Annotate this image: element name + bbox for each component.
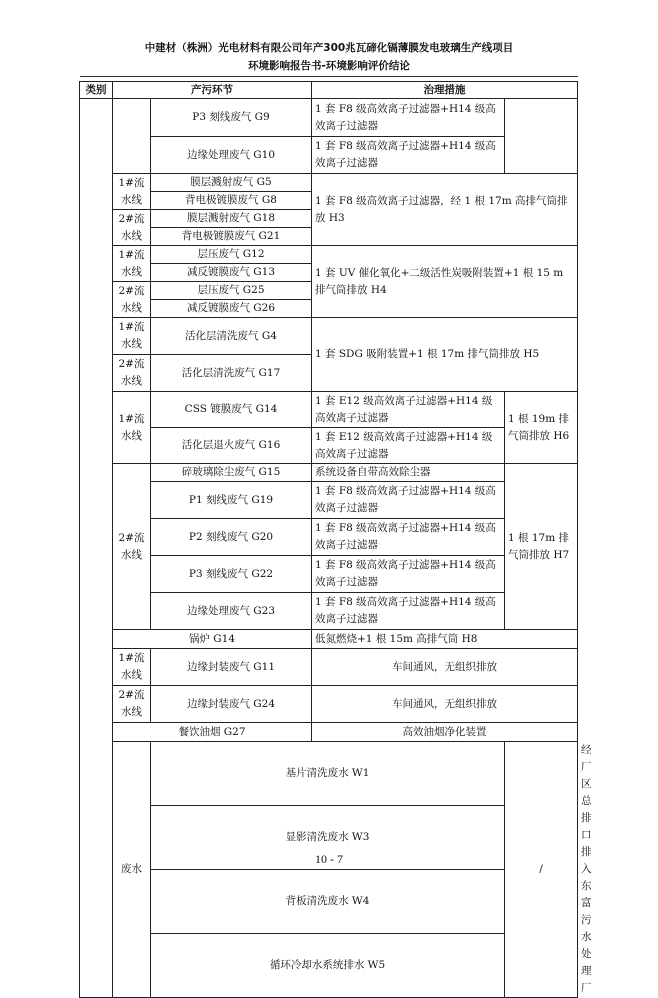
page-number: 10 - 7 xyxy=(315,852,343,866)
measure-cell: 系统设备自带高效除尘器 xyxy=(312,464,505,482)
line-label: 1#流水线 xyxy=(113,392,151,464)
source-cell: 边缘封装废气 G24 xyxy=(151,686,312,723)
source-cell: 背电极镀膜废气 G8 xyxy=(151,192,312,210)
header-category: 类别 xyxy=(80,82,113,99)
table-row: 废水 基片清洗废水 W1 / 经厂区总排口排入东富污水处理厂 xyxy=(80,742,578,806)
source-cell: P3 刻线废气 G9 xyxy=(151,99,312,137)
line-label: 2#流水线 xyxy=(113,282,151,318)
source-cell: 层压废气 G12 xyxy=(151,246,312,264)
source-cell: 减反镀膜废气 G13 xyxy=(151,264,312,282)
source-cell: 减反镀膜废气 G26 xyxy=(151,300,312,318)
line-label: 1#流水线 xyxy=(113,246,151,282)
source-cell: 膜层溅射废气 G18 xyxy=(151,210,312,228)
source-cell: CSS 镀膜废气 G14 xyxy=(151,392,312,428)
line-label: 2#流水线 xyxy=(113,210,151,246)
source-cell: 背板清洗废水 W4 xyxy=(151,870,505,934)
measure-extra-cell: 1 根 19m 排气筒排放 H6 xyxy=(505,392,578,464)
measure-cell: 1 套 F8 级高效离子过滤器+H14 级高效离子过滤器 xyxy=(312,137,505,174)
table-row xyxy=(80,428,578,464)
header-measure: 治理措施 xyxy=(312,82,578,99)
source-cell: 背电极镀膜废气 G21 xyxy=(151,228,312,246)
source-cell: 基片清洗废水 W1 xyxy=(151,742,505,806)
measure-cell: 1 套 F8 级高效离子过滤器+H14 级高效离子过滤器 xyxy=(312,99,505,137)
line-label: 2#流水线 xyxy=(113,355,151,392)
measure-cell: 高效油烟净化装置 xyxy=(312,723,578,742)
source-cell: 膜层溅射废气 G5 xyxy=(151,174,312,192)
measure-cell: 1 套 F8 级高效离子过滤器+H14 级高效离子过滤器 xyxy=(312,593,505,630)
measure-cell: 1 套 F8 级高效离子过滤器+H14 级高效离子过滤器 xyxy=(312,556,505,593)
measure-cell: 1 套 F8 级高效离子过滤器+H14 级高效离子过滤器 xyxy=(312,519,505,556)
source-cell: 边缘处理废气 G10 xyxy=(151,137,312,174)
table-header-row xyxy=(80,82,578,99)
line-cell-empty xyxy=(113,99,151,174)
table-row xyxy=(80,556,578,593)
source-cell: 循环冷却水系统排水 W5 xyxy=(151,934,505,998)
measure-extra-empty xyxy=(505,99,578,174)
header-chapter-title: 环境影响报告书-环境影响评价结论 xyxy=(248,60,410,72)
line-label: 2#流水线 xyxy=(113,686,151,723)
measure-cell: / xyxy=(505,742,578,998)
measure-cell: 车间通风，无组织排放 xyxy=(312,649,578,686)
table-row xyxy=(80,392,578,428)
header-source: 产污环节 xyxy=(113,82,312,99)
source-cell: 活化层清洗废气 G4 xyxy=(151,318,312,355)
measure-cell: 1 套 E12 级高效离子过滤器+H14 级高效离子过滤器 xyxy=(312,428,505,464)
measure-cell: 1 套 UV 催化氧化+二级活性炭吸附装置+1 根 15 m 排气筒排放 H4 xyxy=(312,246,578,318)
source-cell: 边缘封装废气 G11 xyxy=(151,649,312,686)
table-row xyxy=(80,630,578,649)
header-divider xyxy=(80,76,578,77)
table-row xyxy=(80,318,578,355)
table-row xyxy=(80,593,578,630)
source-cell: 餐饮油烟 G27 xyxy=(113,723,312,742)
table-row xyxy=(80,482,578,519)
table-row xyxy=(80,137,578,174)
measure-cell: 1 套 E12 级高效离子过滤器+H14 级高效离子过滤器 xyxy=(312,392,505,428)
source-cell: 边缘处理废气 G23 xyxy=(151,593,312,630)
measure-cell: 1 套 SDG 吸附装置+1 根 17m 排气筒排放 H5 xyxy=(312,318,578,392)
table-row xyxy=(80,649,578,686)
source-cell: 活化层清洗废气 G17 xyxy=(151,355,312,392)
measure-cell: 1 套 F8 级高效离子过滤器+H14 级高效离子过滤器 xyxy=(312,482,505,519)
table-row xyxy=(80,723,578,742)
header-project-title: 中建材（株洲）光电材料有限公司年产300兆瓦碲化镉薄膜发电玻璃生产线项目 xyxy=(144,42,514,54)
measure-cell: 1 套 F8 级高效离子过滤器，经 1 根 17m 高排气筒排放 H3 xyxy=(312,174,578,246)
measure-extra-cell: 1 根 17m 排气筒排放 H7 xyxy=(505,464,578,630)
table-row xyxy=(80,519,578,556)
table-row xyxy=(80,99,578,137)
source-cell: P3 刻线废气 G22 xyxy=(151,556,312,593)
measure-cell: 车间通风，无组织排放 xyxy=(312,686,578,723)
line-label: 2#流水线 xyxy=(113,464,151,630)
source-cell: P1 刻线废气 G19 xyxy=(151,482,312,519)
line-label: 1#流水线 xyxy=(113,649,151,686)
source-cell: 碎玻璃除尘废气 G15 xyxy=(151,464,312,482)
table-row xyxy=(80,934,578,998)
source-cell: 层压废气 G25 xyxy=(151,282,312,300)
source-cell: 锅炉 G14 xyxy=(113,630,312,649)
source-cell: 活化层退火废气 G16 xyxy=(151,428,312,464)
category-water-cell: 废水 xyxy=(113,742,151,998)
table-row xyxy=(80,870,578,934)
source-cell: P2 刻线废气 G20 xyxy=(151,519,312,556)
table-row xyxy=(80,686,578,723)
table-row xyxy=(80,464,578,482)
line-label: 1#流水线 xyxy=(113,174,151,210)
line-label: 1#流水线 xyxy=(113,318,151,355)
table-row xyxy=(80,174,578,192)
measure-cell: 低氮燃烧+1 根 15m 高排气筒 H8 xyxy=(312,630,578,649)
table-row xyxy=(80,246,578,264)
source-cell: 显影清洗废水 W3 xyxy=(151,806,505,870)
